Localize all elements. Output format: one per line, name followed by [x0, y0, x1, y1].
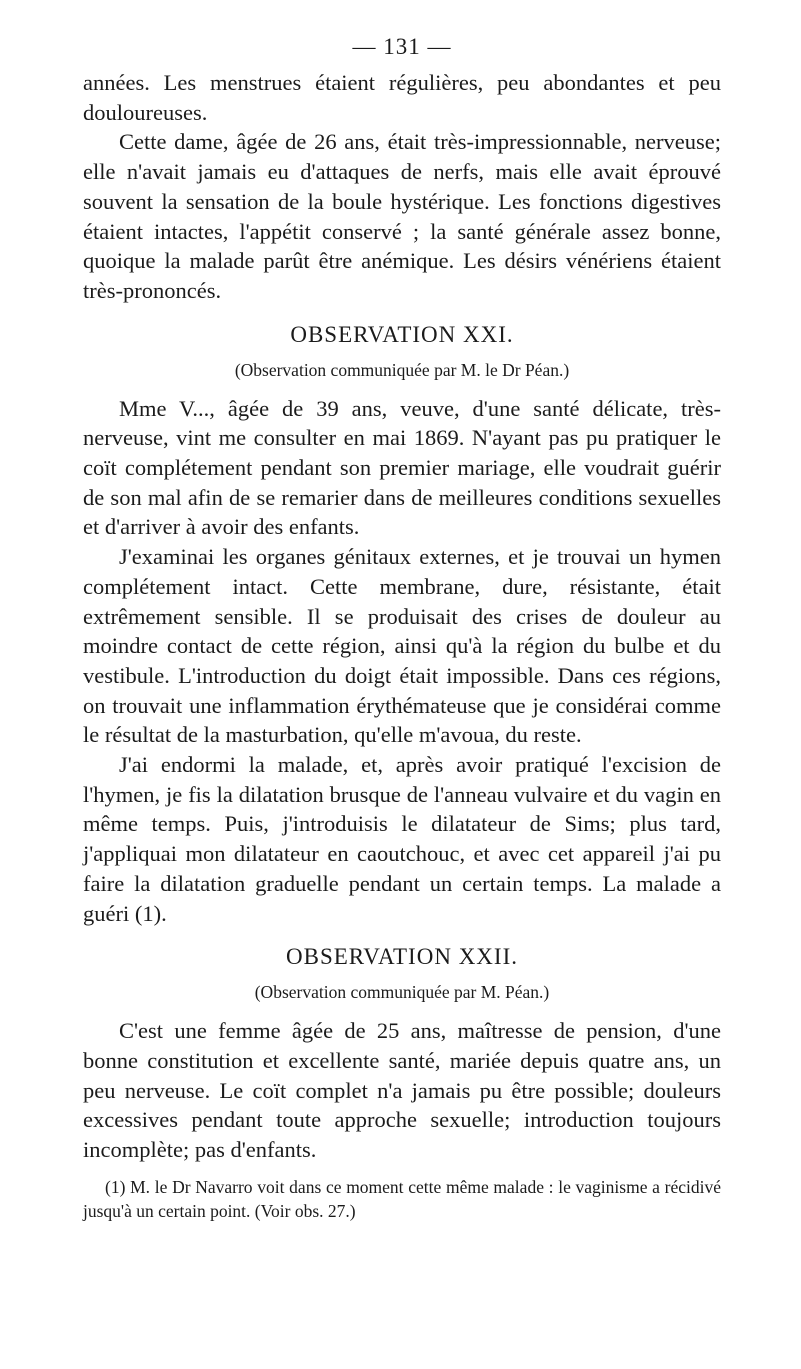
- observation-21-paragraph-3: [83, 750, 721, 928]
- observation-21-paragraph-3-text: J'ai endormi la malade, et, après avoir pratiqué l'excision de l'hymen, je fis la dilatation brusque de l'anneau vulvaire et du vagin en même temps. Puis, j'introduisis le dilatateur de Sims; plus tard, j'appliquai mon dilatateur en caoutchouc, et avec cet appareil j'ai pu faire la dilatation graduelle pendant un certain temps.: [83, 752, 721, 896]
- paragraph-continuation: années. Les menstrues étaient régulières, peu abondantes et peu douloureuses.: [83, 70, 721, 125]
- footnote: (1) M. le Dr Navarro voit dans ce moment cette même malade : le vaginisme a récidivé jusqu'à un certain point. (Voir obs. 27.): [83, 1176, 721, 1221]
- observation-21-paragraph-4-text: La malade a guéri: [83, 870, 722, 926]
- observation-22-source: (Observation communiquée par M. Péan.): [254, 982, 550, 1003]
- observation-21-source: (Observation communiquée par M. le Dr Péan.): [234, 359, 570, 380]
- page-number: — 131 —: [352, 34, 452, 59]
- paragraph-patient-description: Cette dame, âgée de 26 ans, était très-impressionnable, nerveuse; elle n'avait jamais eu d'attaques de nerfs, mais elle avait éprouvé souvent la sensation de la boule hystérique. Les fonctions digestives étaient intactes, l'appétit conservé ; la santé générale assez bonne, quoique la malade parût être anémique. Les désirs vénériens étaient très-prononcés.: [83, 129, 721, 303]
- observation-21-paragraph-2: J'examinai les organes génitaux externes, et je trouvai un hymen complétement intact. Cette membrane, dure, résistante, était extrêmement sensible. Il se produisait des crises de douleur au moindre contact de cette région, ainsi qu'à la région du bulbe et du vestibule. L'introduction du doigt était impossible. Dans ces régions, on trouvait une inflammation érythémateuse que je considérai comme le résultat de la masturbation, qu'elle m'avoua, du reste.: [83, 544, 721, 748]
- observation-22-title: OBSERVATION XXII.: [286, 944, 518, 970]
- observation-21-paragraph-1: Mme V..., âgée de 39 ans, veuve, d'une santé délicate, très-nerveuse, vint me consulter en mai 1869. N'ayant pas pu pratiquer le coït complétement pendant son premier mariage, elle voudrait guérir de son mal afin de se remarier dans de meilleures conditions sexuelles et d'arriver à avoir des enfants.: [83, 395, 721, 540]
- observation-21-section: [83, 320, 721, 929]
- footnote-reference: (1).: [134, 900, 167, 926]
- observation-22-paragraph-1: C'est une femme âgée de 25 ans, maîtresse de pension, d'une bonne constitution et excellente santé, mariée depuis quatre ans, un peu nerveuse. Le coït complet n'a jamais pu être possible; douleurs excessives pendant toute approche sexuelle; introduction toujours incomplète; pas d'enfants.: [83, 1018, 721, 1163]
- observation-22-section: [83, 942, 721, 1165]
- observation-21-title: OBSERVATION XXI.: [290, 321, 514, 347]
